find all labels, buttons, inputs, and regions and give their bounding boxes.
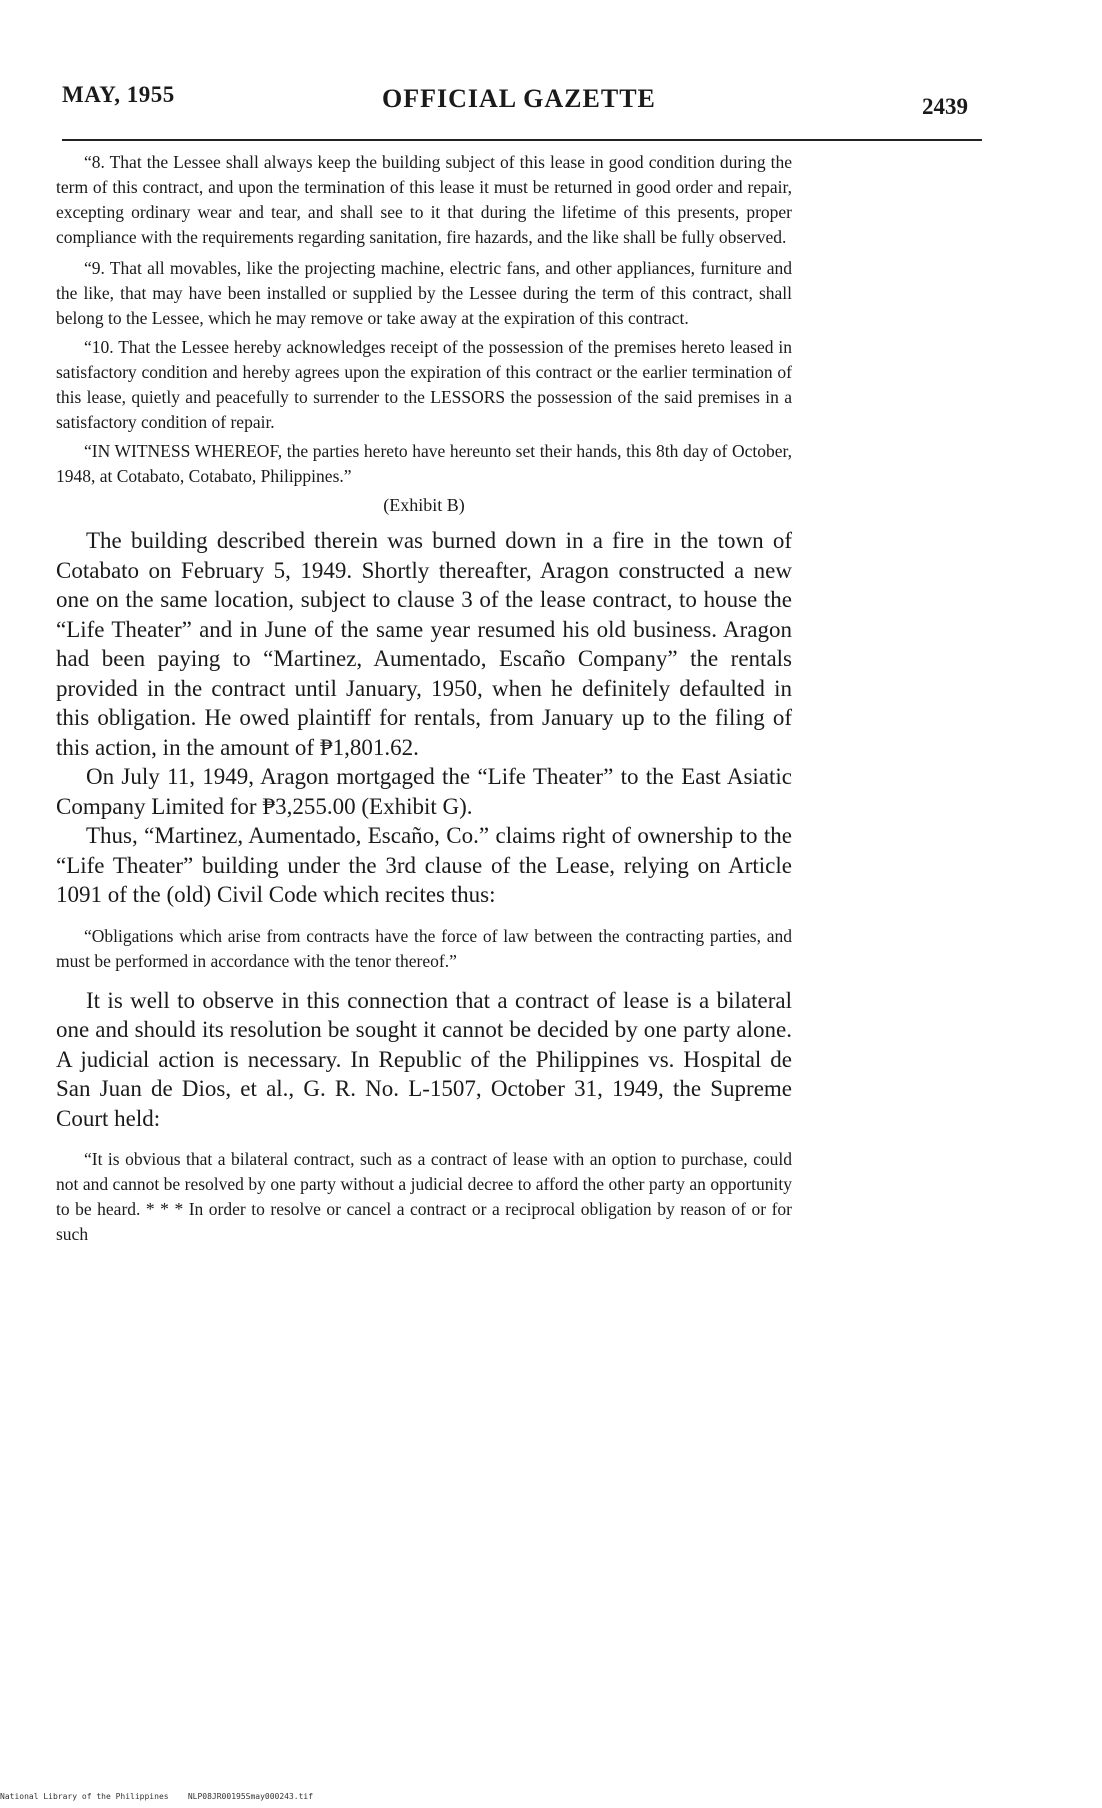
exhibit-label: (Exhibit B) [383, 495, 465, 515]
supreme-court-quote: “It is obvious that a bilateral contract, such as a contract of lease with an option to purchase, could not and cannot be resolved by one party without a judicial decree to afford the other party an opportunity to be heard. * * * In order to resolve or cancel a contract or a reciprocal obligation by reason of or for such [56, 1149, 792, 1244]
clause-9: “9. That all movables, like the projecting machine, electric fans, and other appliances, furniture and the like, that may have been installed or supplied by the Lessee during the term of this contract, shall belong to the Lessee, which he may remove or take away at the expiration of this contract. [56, 258, 792, 328]
text-column [56, 150, 792, 1259]
publication-title: OFFICIAL GAZETTE [382, 84, 656, 113]
header-rule [62, 139, 982, 141]
body-paragraph-4: It is well to observe in this connection that a contract of lease is a bilateral one and should its resolution be sought it cannot be decided by one party alone. A judicial action is necessary. In Republic of the Philippines vs. Hospital de San Juan de Dios, et al., G. R. No. L-1507, October 31, 1949, the Supreme Court held: [56, 987, 792, 1131]
body-paragraph-3: Thus, “Martinez, Aumentado, Escaño, Co.” claims right of ownership to the “Life Theater” building under the 3rd clause of the Lease, relying on Article 1091 of the (old) Civil Code which recites thus: [56, 823, 792, 907]
scan-footer: National Library of the Philippines NLP08JR00195Smay000243.tif [0, 1792, 314, 1801]
page-header [62, 78, 982, 118]
witness-clause: “IN WITNESS WHEREOF, the parties hereto have hereunto set their hands, this 8th day of October, 1948, at Cotabato, Cotabato, Philippines.” [56, 441, 792, 486]
clause-10: “10. That the Lessee hereby acknowledges receipt of the possession of the premises hereto leased in satisfactory condition and hereby agrees upon the expiration of this contract or the earlier termination of this lease, quietly and peacefully to surrender to the LESSORS the possession of the said premises in a satisfactory condition of repair. [56, 337, 792, 432]
body-paragraph-2: On July 11, 1949, Aragon mortgaged the “Life Theater” to the East Asiatic Company Limited for ₱3,255.00 (Exhibit G). [56, 764, 792, 819]
page-number: 2439 [922, 94, 968, 119]
issue-date: MAY, 1955 [62, 82, 175, 107]
civil-code-quote: “Obligations which arise from contracts have the force of law between the contracting parties, and must be performed in accordance with the tenor thereof.” [56, 925, 792, 971]
clause-8: “8. That the Lessee shall always keep the building subject of this lease in good condition during the term of this contract, and upon the termination of this lease it must be returned in good order and repair, excepting ordinary wear and tear, and shall see to it that during the lifetime of this presents, proper compliance with the requirements regarding sanitation, fire hazards, and the like shall be fully observed. [56, 152, 792, 247]
body-paragraph-1: The building described therein was burned down in a fire in the town of Cotabato on February 5, 1949. Shortly thereafter, Aragon constructed a new one on the same location, subject to clause 3 of the lease contract, to house the “Life Theater” and in June of the same year resumed his old business. Aragon had been paying to “Martinez, Aumentado, Escaño Company” the rentals provided in the contract until January, 1950, when he definitely defaulted in this obligation. He owed plaintiff for rentals, from January up to the filing of this action, in the amount of ₱1,801.62. [56, 528, 792, 760]
